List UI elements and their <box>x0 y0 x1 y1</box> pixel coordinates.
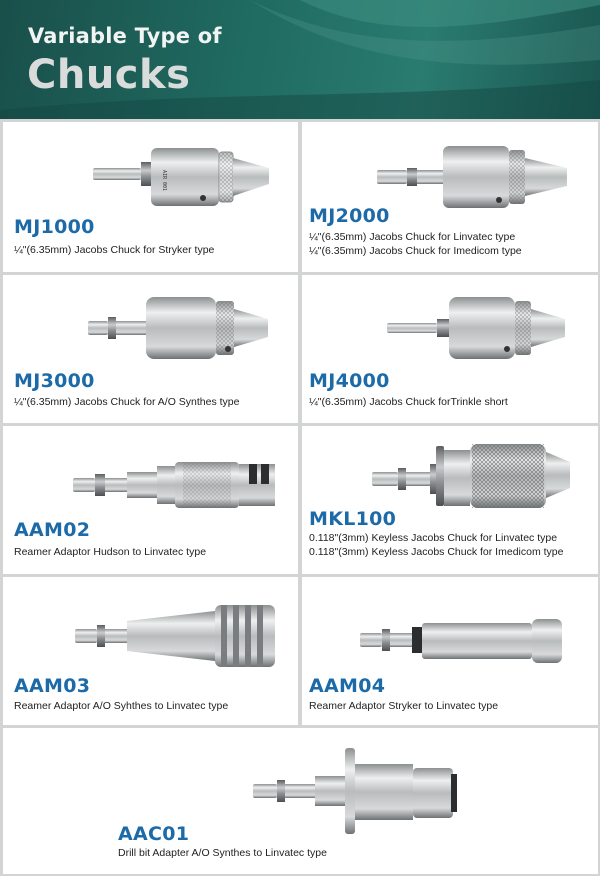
product-desc-line: ¼"(6.35mm) Jacobs Chuck for Linvatec type <box>309 231 516 243</box>
product-desc-line: 0.118"(3mm) Keyless Jacobs Chuck for Linvatec type <box>309 532 558 544</box>
product-desc-line: ¼"(6.35mm) Jacobs Chuck for A/O Synthes type <box>14 396 240 408</box>
header-title-line2: Chucks <box>27 52 191 98</box>
svg-text:AIR 001: AIR 001 <box>161 170 167 192</box>
page-header <box>0 0 600 119</box>
product-desc-line: ¼"(6.35mm) Jacobs Chuck for Imedicom type <box>309 245 522 257</box>
product-code: MJ1000 <box>14 216 95 238</box>
aam04-adaptor-image <box>360 613 575 673</box>
product-desc-line: Reamer Adaptor Hudson to Linvatec type <box>14 546 207 558</box>
mj4000-chuck-image <box>387 289 577 369</box>
product-card-mj2000[interactable] <box>302 122 598 272</box>
product-card-aac01[interactable] <box>3 728 598 874</box>
mkl100-keyless-chuck-image <box>372 436 577 514</box>
product-code: MJ4000 <box>309 370 390 392</box>
product-desc-line: Reamer Adaptor A/O Syhthes to Linvatec type <box>14 700 229 712</box>
product-card-aam02[interactable] <box>3 426 298 574</box>
aam03-adaptor-image <box>75 599 285 679</box>
product-desc-line: 0.118"(3mm) Keyless Jacobs Chuck for Imedicom type <box>309 546 564 558</box>
product-code: AAC01 <box>118 823 190 845</box>
product-desc-line: Reamer Adaptor Stryker to Linvatec type <box>309 700 499 712</box>
product-code: MJ2000 <box>309 205 390 227</box>
product-card-aam04[interactable] <box>302 577 598 725</box>
product-card-mj1000[interactable] <box>3 122 298 272</box>
product-card-mkl100[interactable] <box>302 426 598 574</box>
aac01-adapter-image <box>253 746 468 836</box>
product-desc-line: ¼"(6.35mm) Jacobs Chuck forTrinkle short <box>309 396 508 408</box>
product-code: AAM04 <box>309 675 386 697</box>
product-code: AAM03 <box>14 675 91 697</box>
mj3000-chuck-image <box>88 289 278 369</box>
product-card-mj3000[interactable] <box>3 275 298 423</box>
product-desc-line: Drill bit Adapter A/O Synthes to Linvatec type <box>118 847 327 859</box>
product-card-aam03[interactable] <box>3 577 298 725</box>
mj1000-chuck-image <box>93 140 283 220</box>
header-title-line1: Variable Type of <box>28 24 222 48</box>
product-card-mj4000[interactable] <box>302 275 598 423</box>
mj2000-chuck-image <box>377 140 577 220</box>
product-code: MKL100 <box>309 508 397 530</box>
product-desc-line: ¼"(6.35mm) Jacobs Chuck for Stryker type <box>14 244 215 256</box>
aam02-adaptor-image <box>73 444 283 524</box>
product-code: AAM02 <box>14 519 91 541</box>
product-code: MJ3000 <box>14 370 95 392</box>
